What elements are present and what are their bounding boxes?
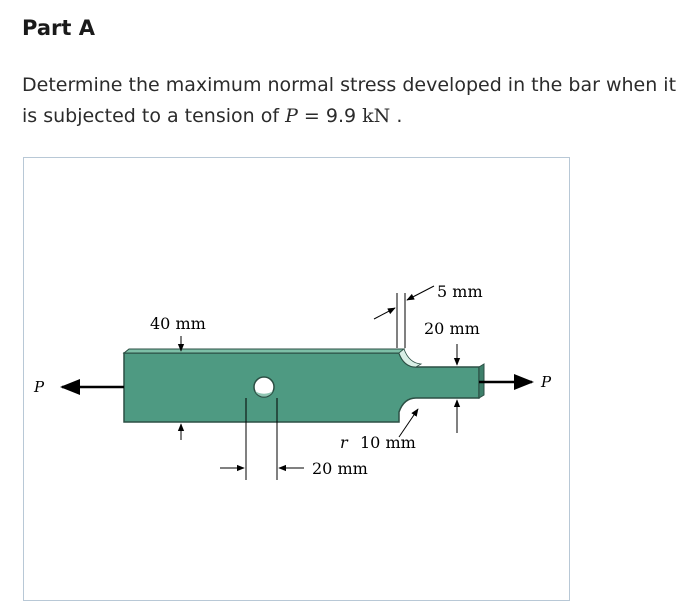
load-label-right: P [541, 373, 552, 391]
bar-diagram [24, 158, 571, 602]
dim-arrow-5mm-left [374, 308, 395, 319]
load-label-left: P [34, 378, 45, 396]
load-equals-value: = 9.9 [297, 105, 363, 127]
fillet-value-label: 10 mm [360, 433, 416, 452]
question-text-before: Determine the maximum normal stress developed in the bar when it is subjected to a tension of [22, 74, 677, 127]
bar-top-face [124, 349, 404, 353]
question-end: . [390, 105, 403, 127]
bar-body [124, 353, 479, 422]
dim-label-hole-20mm: 20 mm [312, 459, 368, 478]
part-title: Part A [22, 16, 95, 40]
dim-label-narrow-20mm: 20 mm [424, 319, 480, 338]
dim-arrow-5mm-right [407, 286, 434, 300]
load-variable: P [285, 105, 298, 127]
load-unit: kN [362, 105, 391, 127]
dim-label-40mm: 40 mm [150, 314, 206, 333]
fillet-r-label: r [340, 433, 348, 452]
figure-frame [23, 157, 570, 601]
dim-label-5mm: 5 mm [437, 282, 483, 301]
question-text [22, 70, 692, 132]
